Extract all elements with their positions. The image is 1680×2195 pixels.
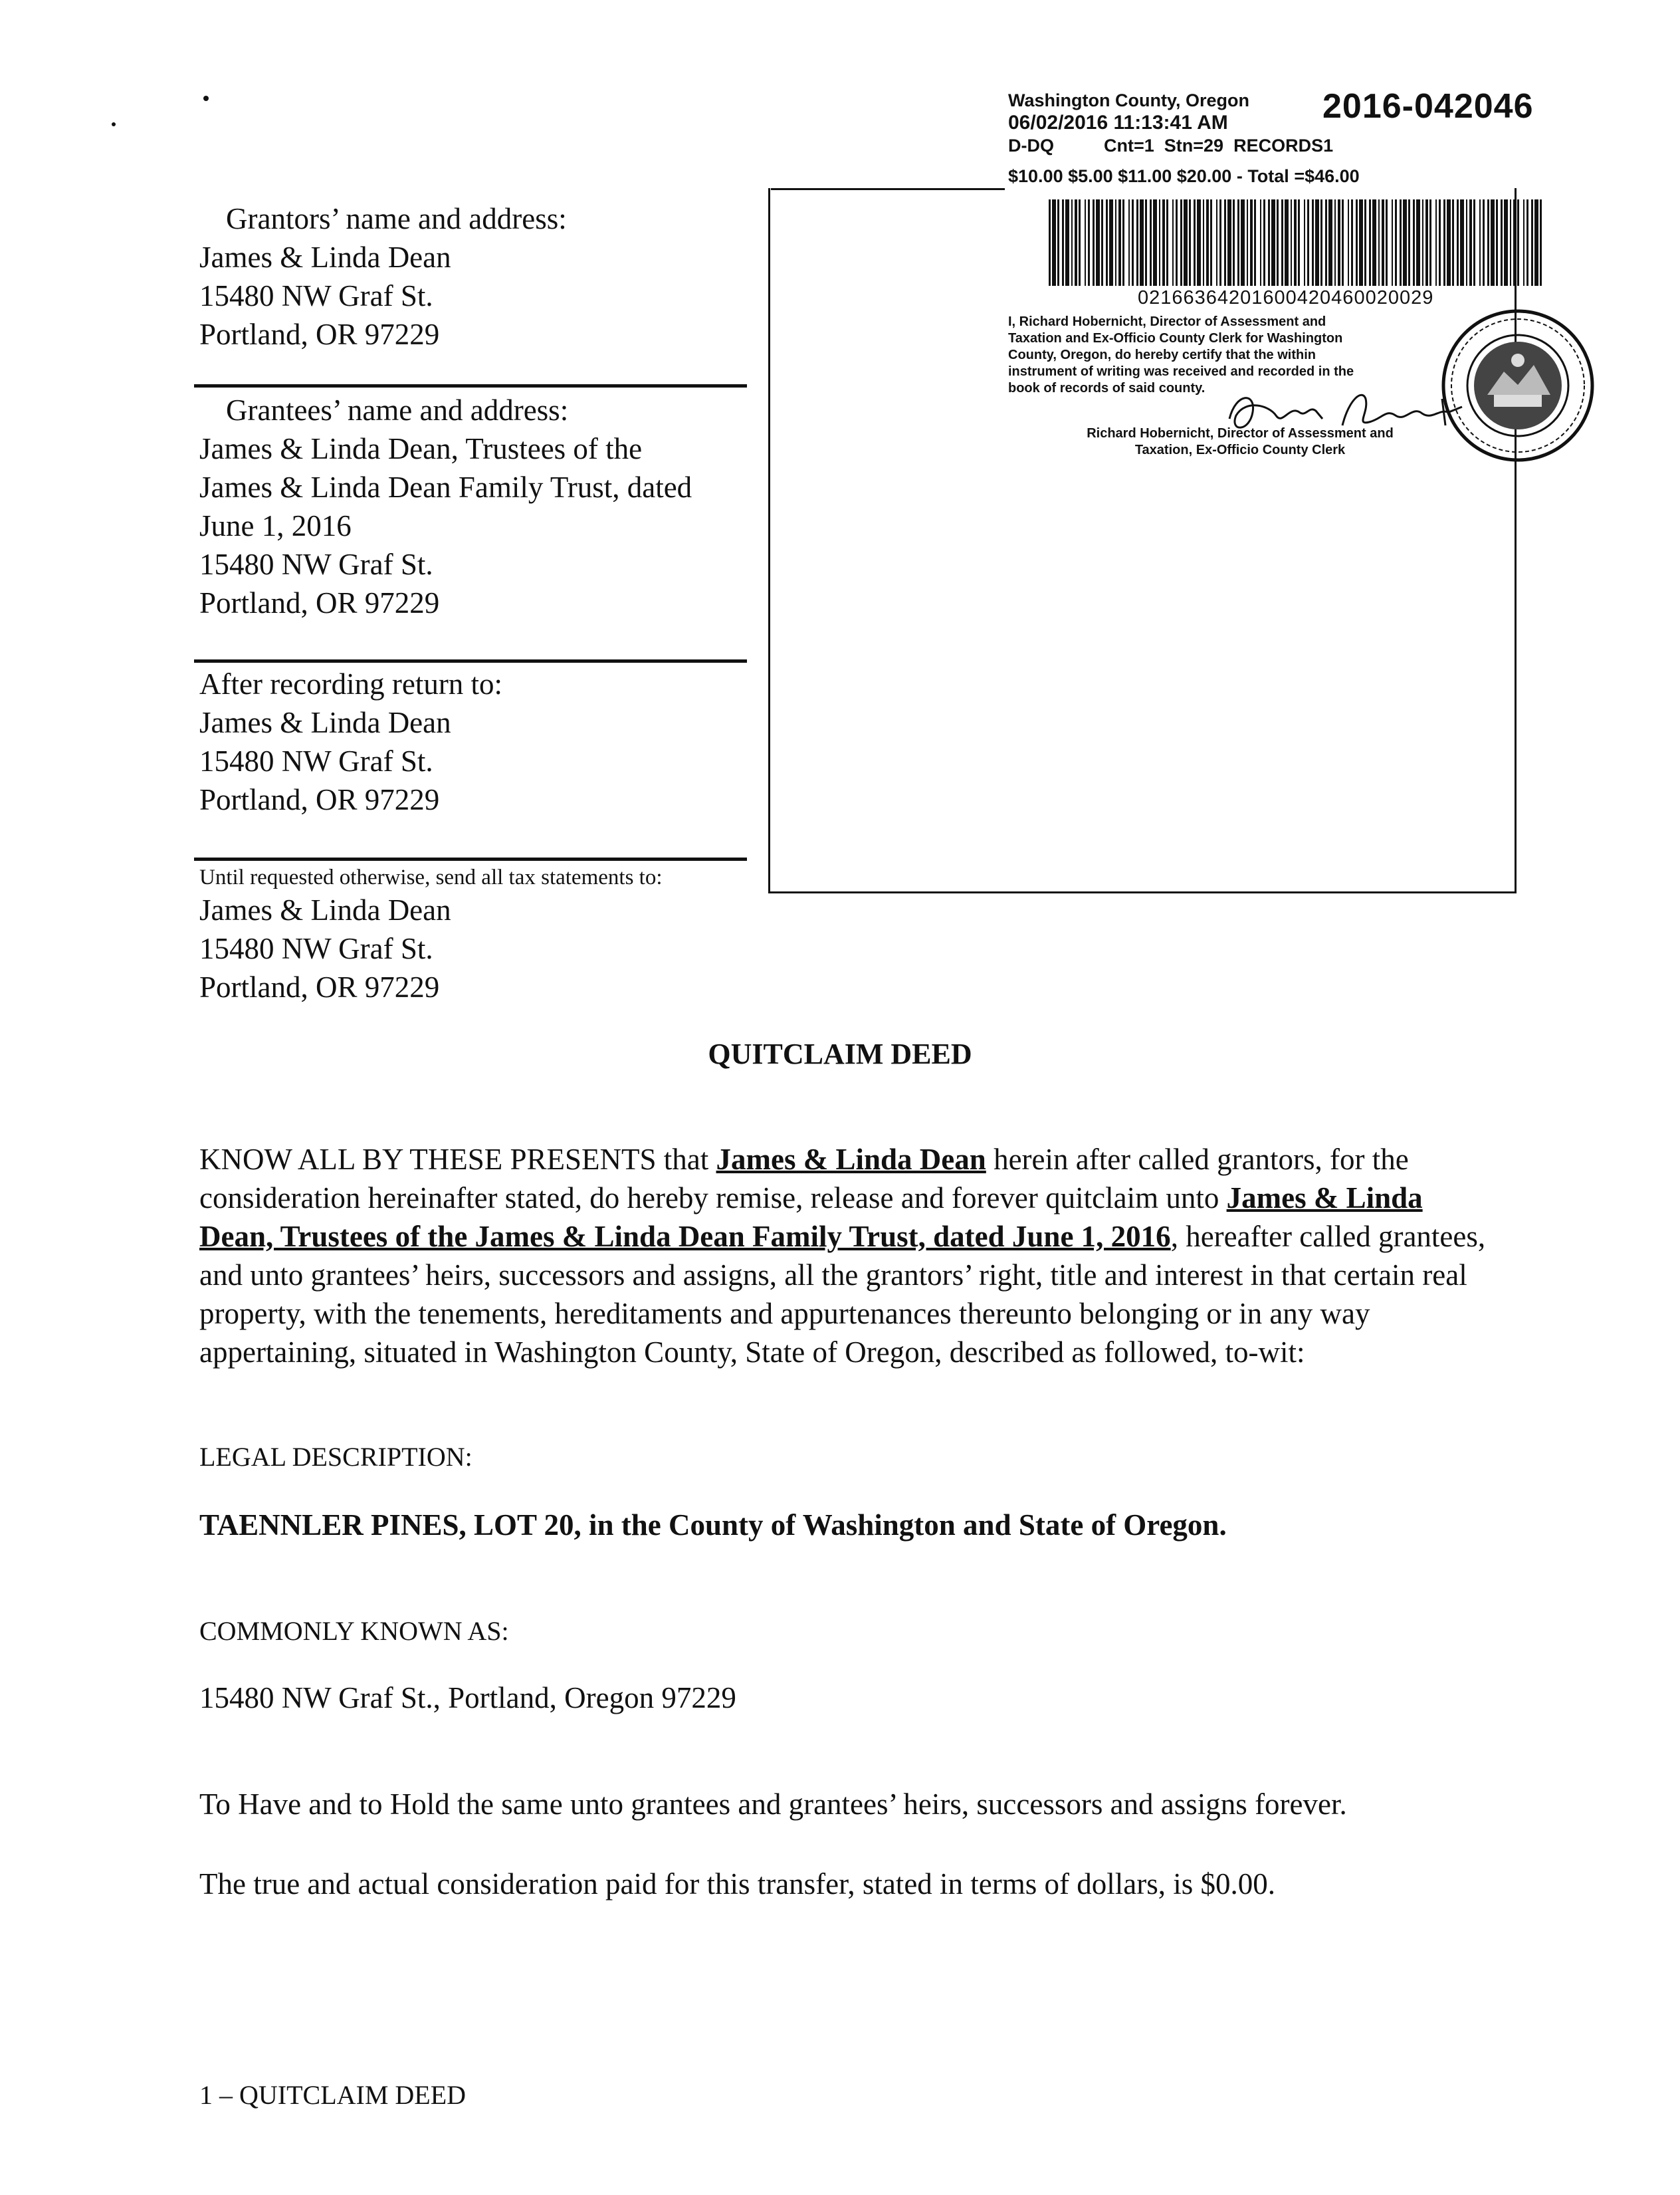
habendum-clause: To Have and to Hold the same unto grantees and grantees’ heirs, successors and assigns forever. — [199, 1788, 1347, 1821]
barcode-bar — [1224, 199, 1226, 286]
certification-line: instrument of writing was received and recorded in the — [1008, 364, 1354, 379]
page-footer: 1 – QUITCLAIM DEED — [199, 2080, 467, 2110]
barcode-bar — [1189, 199, 1191, 286]
tax-statements-block — [199, 891, 451, 1006]
scan-mark — [203, 96, 209, 101]
barcode-bar — [1531, 199, 1533, 286]
barcode-bar — [1403, 199, 1407, 286]
barcode-bar — [1460, 199, 1464, 286]
barcode-bar — [1057, 199, 1059, 286]
barcode-bar — [1457, 199, 1459, 286]
property-address: 15480 NW Graf St., Portland, Oregon 97229 — [199, 1681, 736, 1714]
barcode-bar — [1085, 199, 1086, 286]
barcode-bar — [1216, 199, 1217, 286]
certification-line: Taxation and Ex-Officio County Clerk for Washington — [1008, 331, 1343, 346]
barcode-bar — [1260, 199, 1261, 286]
barcode-bar — [1435, 199, 1437, 286]
barcode-bar — [1206, 199, 1209, 286]
barcode-bar — [1378, 199, 1380, 286]
barcode-bar — [1162, 199, 1165, 286]
grantors-heading: Grantors’ name and address: — [226, 202, 567, 235]
barcode-bar — [1065, 199, 1069, 286]
section-divider — [194, 858, 747, 861]
barcode-bar — [1392, 199, 1393, 286]
grantors-line: James & Linda Dean — [199, 241, 451, 274]
barcode-bar — [1487, 199, 1489, 286]
barcode-bar — [1298, 199, 1300, 286]
barcode-bar — [1304, 199, 1305, 286]
legal-description-label: LEGAL DESCRIPTION: — [199, 1442, 472, 1472]
barcode-bar — [1443, 199, 1445, 286]
recording-datetime: 06/02/2016 11:13:41 AM — [1008, 112, 1228, 134]
grant-clause-tail: , hereafter called grantees, and unto grantees’ heirs, successors and assigns, all the grantors’ right, title and interest in that certain real property, with the tenements, hereditaments and appurtenances thereunto belonging or in any way appertaining, situated in Washington County, State of Oregon, described as followed, to-wit: — [199, 1220, 1486, 1369]
return-to-line: James & Linda Dean — [199, 706, 451, 739]
grantee-names: James & Linda Dean, Trustees of the James & Linda Dean Family Trust, dated June 1, 2016 — [199, 1181, 1423, 1253]
tax-statements-line: James & Linda Dean — [199, 893, 451, 927]
recording-fees: $10.00 $5.00 $11.00 $20.00 - Total =$46.00 — [1008, 166, 1360, 186]
barcode-bar — [1281, 199, 1283, 286]
record-number: 2016-042046 — [1322, 87, 1534, 126]
barcode-bar — [1294, 199, 1297, 286]
barcode-bar — [1491, 199, 1495, 286]
county-seal — [1441, 308, 1595, 463]
barcode-bar — [1166, 199, 1168, 286]
barcode-bar — [1197, 199, 1201, 286]
barcode-bar — [1268, 199, 1270, 286]
barcode-bar — [1325, 199, 1327, 286]
barcode-bar — [1071, 199, 1073, 286]
barcode-bar — [1315, 199, 1319, 286]
return-to-block — [199, 665, 502, 819]
grantees-line: James & Linda Dean Family Trust, dated — [199, 471, 692, 504]
barcode-bar — [1115, 199, 1116, 286]
recording-type: D-DQ Cnt=1 Stn=29 RECORDS1 — [1008, 136, 1334, 156]
barcode-bar — [1359, 199, 1363, 286]
grantors-line: 15480 NW Graf St. — [199, 279, 433, 312]
barcode-bar — [1439, 199, 1441, 286]
barcode-bar — [1184, 199, 1188, 286]
barcode-bar — [1096, 199, 1100, 286]
return-to-line: Portland, OR 97229 — [199, 783, 440, 816]
return-to-line: 15480 NW Graf St. — [199, 745, 433, 778]
barcode-bar — [1241, 199, 1245, 286]
barcode-bar — [1118, 199, 1121, 286]
barcode-bar — [1534, 199, 1538, 286]
barcode-bar — [1062, 199, 1064, 286]
barcode-bar — [1254, 199, 1256, 286]
commonly-known-label: COMMONLY KNOWN AS: — [199, 1616, 509, 1646]
barcode-bar — [1210, 199, 1212, 286]
barcode-bar — [1523, 199, 1524, 286]
barcode-bar — [1513, 199, 1516, 286]
barcode-bar — [1320, 199, 1322, 286]
barcode-bar — [1501, 199, 1503, 286]
barcode-bar — [1452, 199, 1454, 286]
barcode-bar — [1136, 199, 1138, 286]
barcode-bar — [1291, 199, 1292, 286]
grantees-block — [199, 391, 692, 622]
barcode-bar — [1093, 199, 1095, 286]
county-line: Washington County, Oregon — [1008, 90, 1249, 110]
barcode-bar — [1233, 199, 1235, 286]
grantor-names: James & Linda Dean — [716, 1143, 986, 1176]
consideration-statement: The true and actual consideration paid for this transfer, stated in terms of dollars, is $0.00. — [199, 1867, 1275, 1901]
barcode-bar — [1159, 199, 1160, 286]
deed-title: QUITCLAIM DEED — [708, 1038, 972, 1070]
certification-line: County, Oregon, do hereby certify that the within — [1008, 348, 1316, 362]
barcode-bar — [1473, 199, 1475, 286]
barcode — [1049, 199, 1544, 286]
barcode-bar — [1526, 199, 1528, 286]
barcode-bar — [1469, 199, 1472, 286]
barcode-bar — [1307, 199, 1309, 286]
barcode-bar — [1140, 199, 1144, 286]
barcode-bar — [1150, 199, 1152, 286]
recording-stamp-header — [1008, 89, 1333, 157]
section-divider — [194, 659, 747, 663]
barcode-bar — [1395, 199, 1397, 286]
barcode-bar — [1263, 199, 1265, 286]
barcode-bar — [1219, 199, 1221, 286]
barcode-bar — [1413, 199, 1415, 286]
barcode-bar — [1386, 199, 1388, 286]
barcode-bar — [1351, 199, 1353, 286]
barcode-bar — [1172, 199, 1174, 286]
barcode-bar — [1109, 199, 1113, 286]
barcode-bar — [1088, 199, 1090, 286]
barcode-bar — [1408, 199, 1410, 286]
barcode-bar — [1422, 199, 1423, 286]
barcode-number: 02166364201600420460020029 — [1138, 287, 1434, 308]
barcode-bar — [1227, 199, 1231, 286]
barcode-bar — [1145, 199, 1147, 286]
grantees-line: 15480 NW Graf St. — [199, 548, 433, 581]
barcode-bar — [1106, 199, 1108, 286]
grantees-line: June 1, 2016 — [199, 509, 352, 542]
barcode-bar — [1312, 199, 1314, 286]
section-divider — [194, 384, 747, 388]
barcode-bar — [1194, 199, 1196, 286]
barcode-bar — [1356, 199, 1358, 286]
barcode-bar — [1122, 199, 1124, 286]
barcode-bar — [1429, 199, 1431, 286]
barcode-bar — [1447, 199, 1451, 286]
clerk-certification — [1008, 314, 1447, 397]
tax-statements-line: 15480 NW Graf St. — [199, 932, 433, 965]
barcode-bar — [1348, 199, 1349, 286]
barcode-bar — [1132, 199, 1134, 286]
barcode-bar — [1285, 199, 1289, 286]
barcode-bar — [1128, 199, 1130, 286]
barcode-bar — [1496, 199, 1498, 286]
signer-line: Taxation, Ex-Officio County Clerk — [1134, 443, 1346, 457]
barcode-bar — [1247, 199, 1248, 286]
barcode-bar — [1504, 199, 1508, 286]
barcode-bar — [1342, 199, 1344, 286]
grant-clause-mid: herein after called grantors, for the consideration hereinafter stated, do hereby remise, release and forever quitclaim unto — [199, 1143, 1409, 1214]
barcode-bar — [1237, 199, 1239, 286]
return-to-heading: After recording return to: — [199, 667, 503, 701]
barcode-bar — [1176, 199, 1178, 286]
barcode-bar — [1075, 199, 1077, 286]
barcode-bar — [1180, 199, 1182, 286]
barcode-bar — [1101, 199, 1103, 286]
barcode-bar — [1203, 199, 1204, 286]
barcode-bar — [1540, 199, 1542, 286]
barcode-bar — [1364, 199, 1366, 286]
tax-statements-line: Portland, OR 97229 — [199, 971, 440, 1004]
barcode-bar — [1372, 199, 1376, 286]
grantors-line: Portland, OR 97229 — [199, 318, 440, 351]
barcode-bar — [1052, 199, 1056, 286]
barcode-bar — [1479, 199, 1481, 286]
scan-mark — [112, 122, 116, 126]
legal-description: TAENNLER PINES, LOT 20, in the County of Washington and State of Oregon. — [199, 1508, 1227, 1542]
barcode-bar — [1250, 199, 1253, 286]
barcode-bar — [1416, 199, 1420, 286]
barcode-bar — [1334, 199, 1336, 286]
grantees-line: James & Linda Dean, Trustees of the — [199, 432, 643, 465]
grant-clause-lead: KNOW ALL BY THESE PRESENTS that — [199, 1143, 716, 1176]
barcode-bar — [1517, 199, 1519, 286]
barcode-bar — [1338, 199, 1340, 286]
clerk-signer — [1034, 425, 1446, 459]
grantors-block — [199, 199, 567, 354]
barcode-bar — [1510, 199, 1511, 286]
barcode-bar — [1382, 199, 1384, 286]
grantees-line: Portland, OR 97229 — [199, 586, 440, 620]
barcode-bar — [1425, 199, 1428, 286]
barcode-bar — [1400, 199, 1402, 286]
barcode-bar — [1466, 199, 1467, 286]
barcode-bar — [1483, 199, 1485, 286]
barcode-bar — [1328, 199, 1332, 286]
grantees-heading: Grantees’ name and address: — [226, 394, 569, 427]
barcode-bar — [1049, 199, 1051, 286]
barcode-bar — [1271, 199, 1275, 286]
barcode-bar — [1079, 199, 1081, 286]
barcode-bar — [1153, 199, 1157, 286]
signer-line: Richard Hobernicht, Director of Assessment and — [1087, 426, 1394, 441]
certification-line: book of records of said county. — [1008, 381, 1206, 396]
tax-statements-heading: Until requested otherwise, send all tax statements to: — [199, 866, 663, 889]
grant-clause — [199, 1140, 1502, 1371]
barcode-bar — [1277, 199, 1279, 286]
certification-line: I, Richard Hobernicht, Director of Assessment and — [1008, 314, 1326, 329]
barcode-bar — [1369, 199, 1371, 286]
